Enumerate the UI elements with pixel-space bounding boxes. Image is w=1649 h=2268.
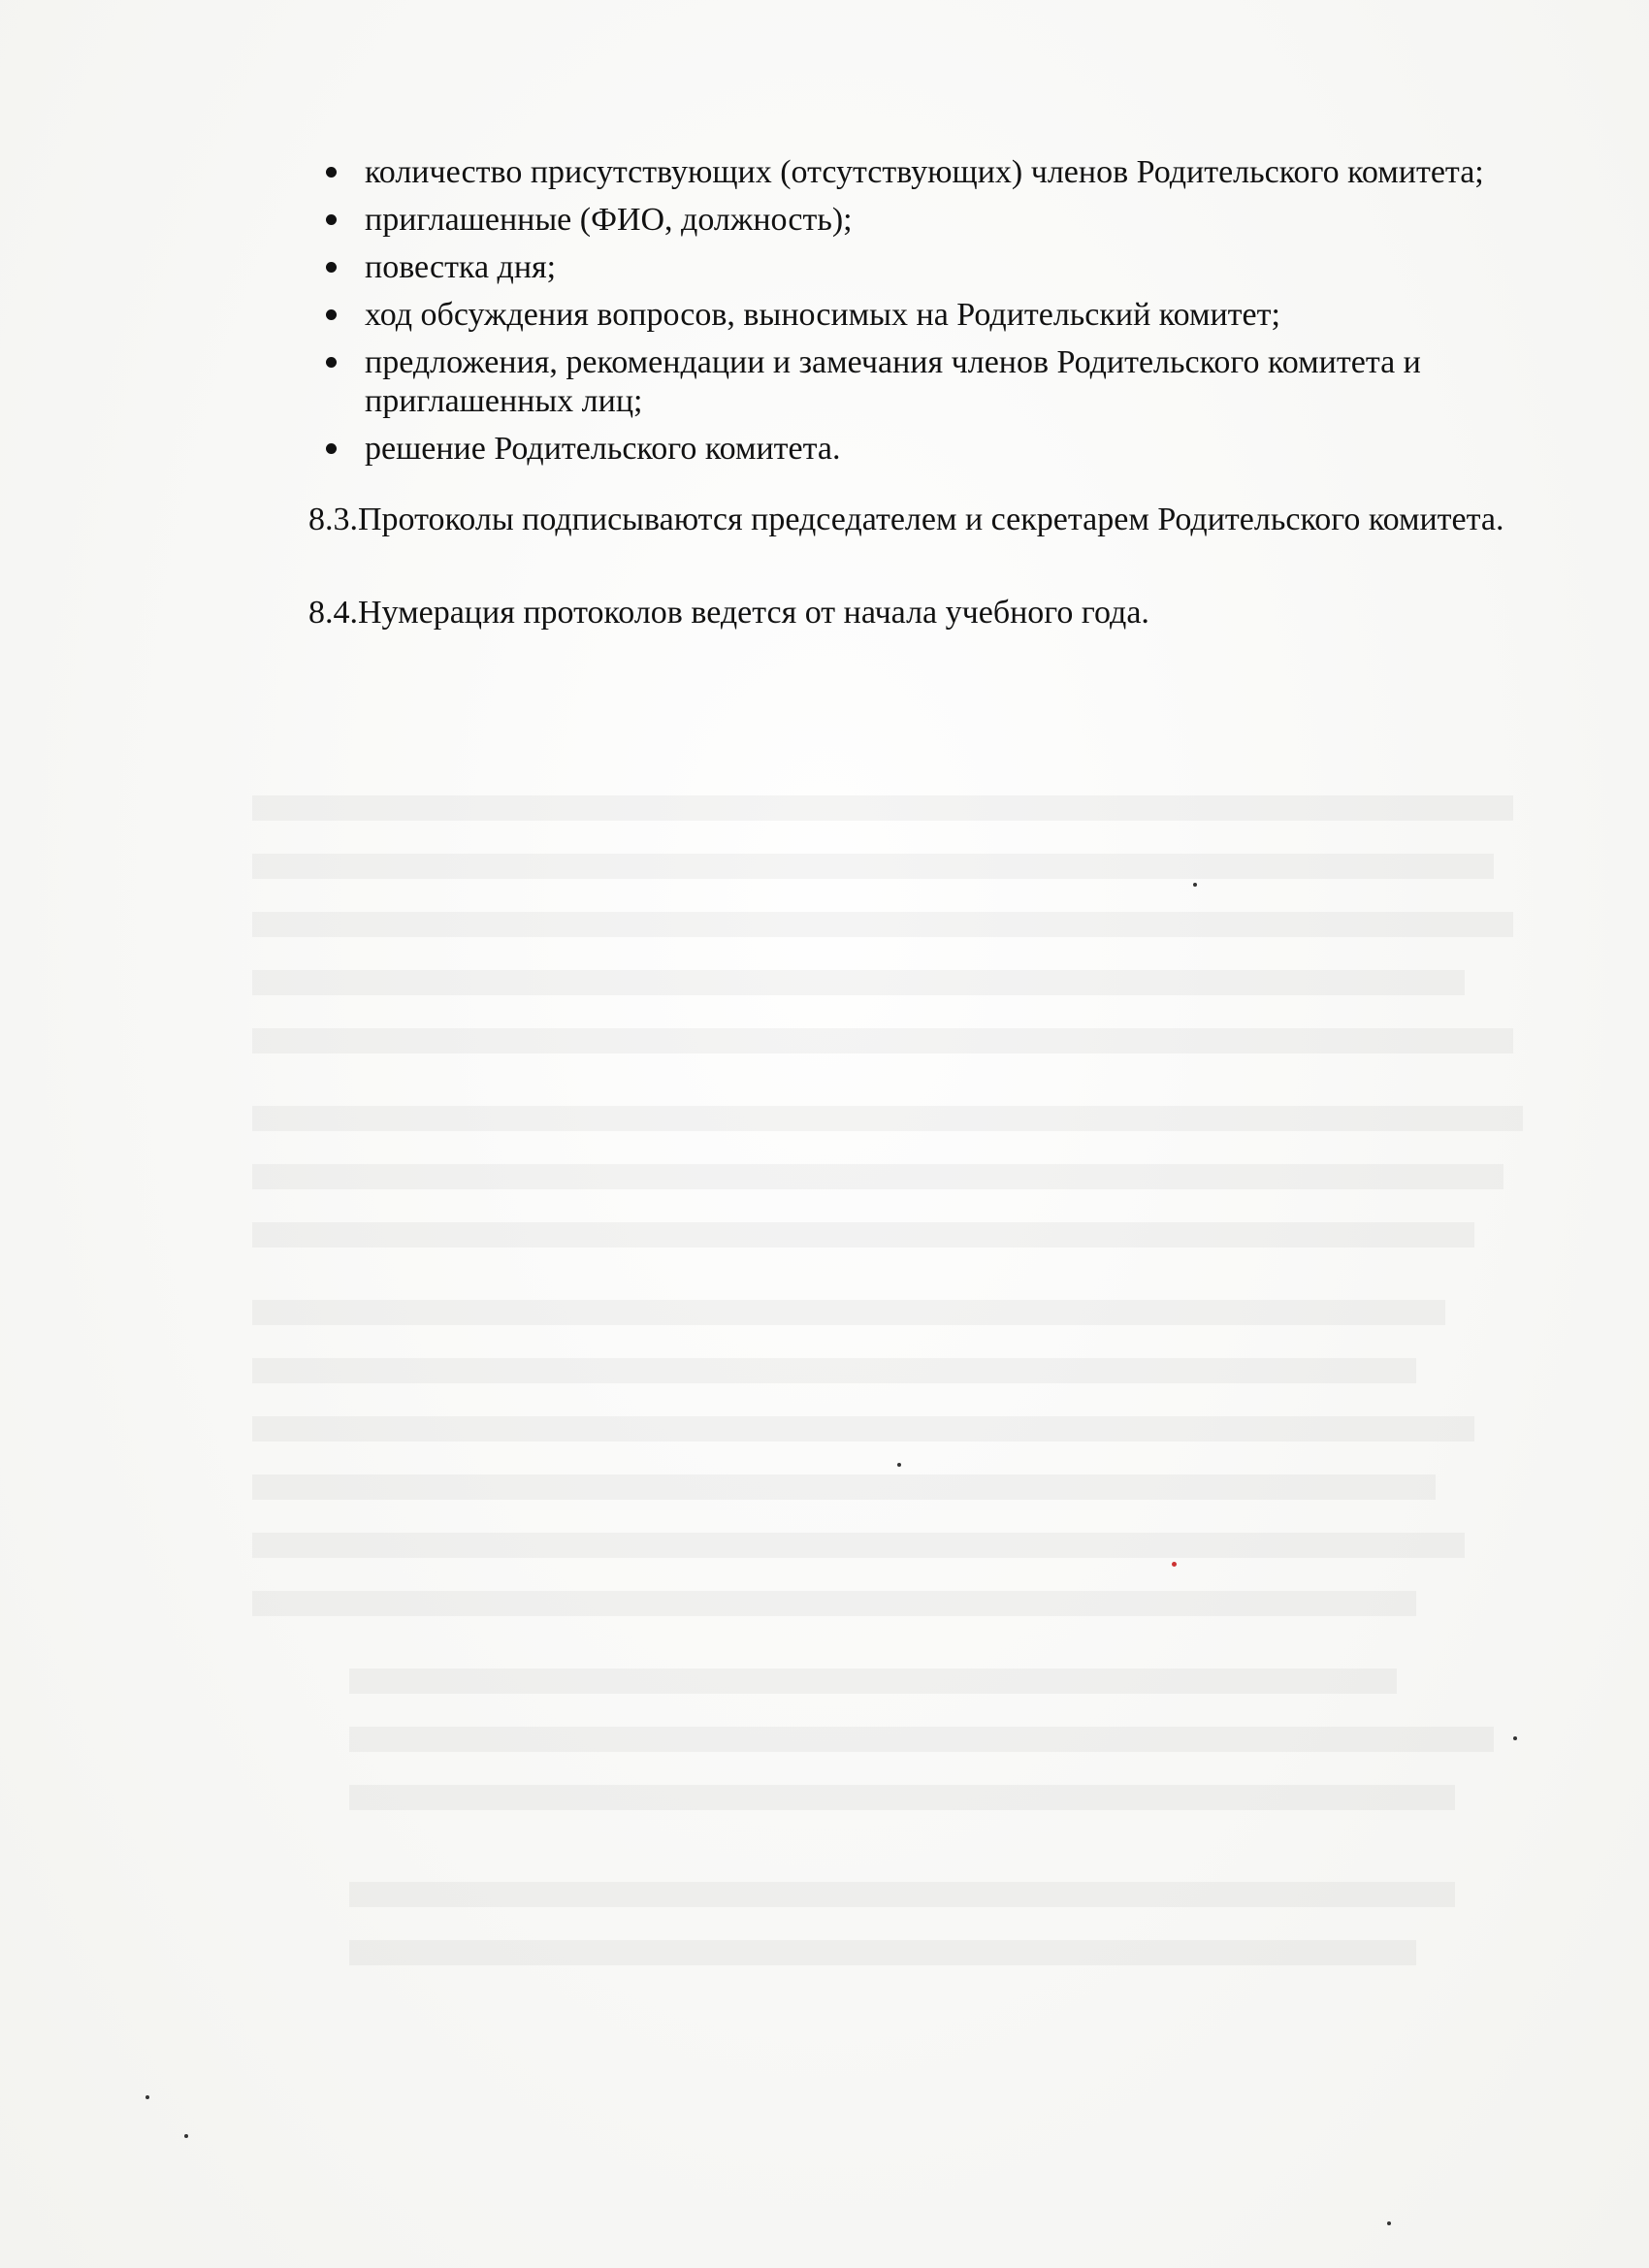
list-item [308, 248, 1589, 287]
scan-speck [1387, 2221, 1391, 2225]
list-item-text: количество присутствующих (отсутствующих) членов Родительского комитета; [365, 154, 1484, 190]
list-item [308, 201, 1589, 240]
list-item [308, 153, 1589, 192]
scan-speck [1513, 1736, 1517, 1740]
bullet-icon [326, 357, 337, 368]
bullet-icon [326, 443, 337, 454]
bullet-icon [326, 262, 337, 273]
bullet-icon [326, 214, 337, 225]
bullet-icon [326, 167, 337, 178]
list-item [308, 296, 1589, 335]
paragraph-8-3: 8.3.Протоколы подписываются председателем и секретарем Родительского комитета. [308, 502, 1504, 537]
scan-speck [146, 2095, 149, 2099]
bullet-icon [326, 309, 337, 320]
paragraph-8-4: 8.4.Нумерация протоколов ведется от начала учебного года. [308, 595, 1149, 631]
list-item-text: повестка дня; [365, 249, 557, 285]
list-item-text: предложения, рекомендации и замечания членов Родительского комитета и приглашенных лиц; [365, 344, 1421, 419]
scan-speck [184, 2134, 188, 2138]
list-item-text: решение Родительского комитета. [365, 431, 841, 467]
list-item-text: ход обсуждения вопросов, выносимых на Родительский комитет; [365, 297, 1280, 333]
list-item [308, 343, 1589, 421]
scan-speck [1172, 1562, 1177, 1567]
scan-speck [897, 1463, 901, 1467]
protocol-contents-list [308, 153, 1589, 477]
list-item-text: приглашенные (ФИО, должность); [365, 202, 853, 238]
list-item [308, 430, 1589, 469]
scan-speck [1193, 883, 1197, 887]
